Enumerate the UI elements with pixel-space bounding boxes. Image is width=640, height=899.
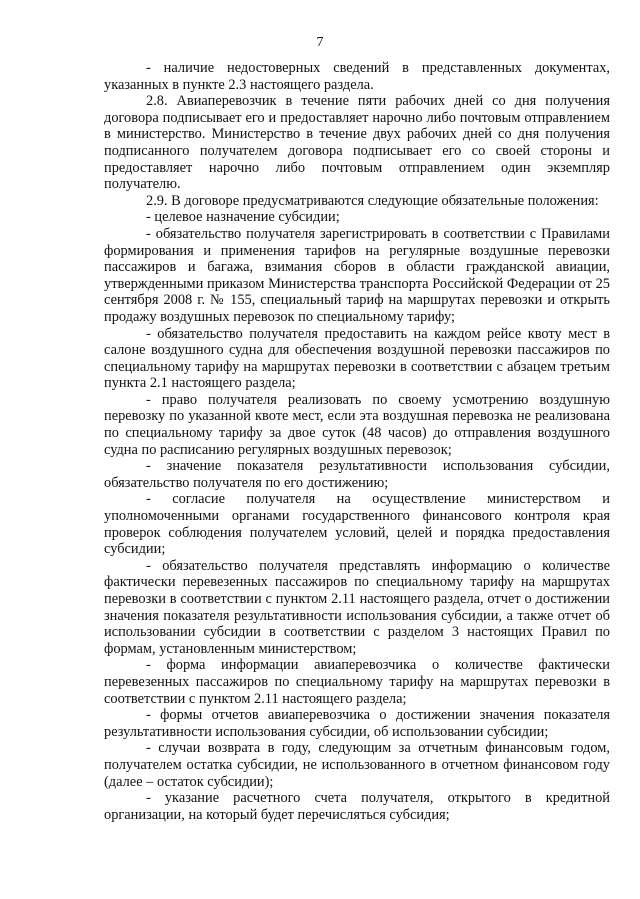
paragraph-p04: - целевое назначение субсидии; (146, 209, 340, 226)
paragraph-p02: 2.8. Авиаперевозчик в течение пяти рабочих дней со дня получения договора подписывает его и предоставляет нарочно либо почтовым отправлением в министерство. Министерство в течение двух рабочих дней со дня получения подписанного получателем договора подписывает его со своей стороны и предоставляет нарочно либо почтовым отправлением один экземпляр получателю. (104, 93, 610, 193)
paragraph-p07: - право получателя реализовать по своему усмотрению воздушную перевозку по указанной квоте мест, если эта воздушная перевозка не реализована по специальному тарифу за двое суток (48 часов) до отправления воздушного судна по расписанию регулярных воздушных перевозок; (104, 391, 610, 458)
paragraph-p13: - случаи возврата в году, следующим за отчетным финансовым годом, получателем остатка субсидии, не использованного в отчетном финансовом году (далее – остаток субсидии); (104, 740, 610, 790)
paragraph-p03: 2.9. В договоре предусматриваются следующие обязательные положения: (146, 192, 599, 209)
paragraph-p08: - значение показателя результативности использования субсидии, обязательство получателя по его достижению; (104, 458, 610, 491)
page-number: 7 (316, 35, 324, 50)
document-body (104, 60, 610, 823)
paragraph-p11: - форма информации авиаперевозчика о количестве фактически перевезенных пассажиров по специальному тарифу на маршрутах перевозки в соответствии с пунктом 2.11 настоящего раздела; (104, 657, 610, 707)
paragraph-p06: - обязательство получателя предоставить на каждом рейсе квоту мест в салоне воздушного судна для обеспечения воздушной перевозки пассажиров по специальному тарифу на маршрутах перевозки в соответствии с абзацем третьим пункта 2.1 настоящего раздела; (104, 325, 610, 392)
paragraph-p01: - наличие недостоверных сведений в представленных документах, указанных в пункте 2.3 настоящего раздела. (104, 60, 610, 93)
paragraph-p12: - формы отчетов авиаперевозчика о достижении значения показателя результативности использования субсидии, об использовании субсидии; (104, 707, 610, 740)
paragraph-p09: - согласие получателя на осуществление министерством и уполномоченными органами государственного финансового контроля края проверок соблюдения получателем условий, целей и порядка предоставления субсидии; (104, 491, 610, 558)
paragraph-p14: - указание расчетного счета получателя, открытого в кредитной организации, на который будет перечисляться субсидия; (104, 790, 610, 823)
paragraph-p10: - обязательство получателя представлять информацию о количестве фактически перевезенных пассажиров по специальному тарифу на маршрутах перевозки в соответствии с пунктом 2.11 настоящего раздела, отчет о достижении значения показателя результативности использования субсидии, а также отчет об использовании субсидии в соответствии с разделом 3 настоящих Правил по формам, установленным министерством; (104, 557, 610, 657)
paragraph-p05: - обязательство получателя зарегистрировать в соответствии с Правилами формирования и применения тарифов на регулярные воздушные перевозки пассажиров и багажа, взимания сборов в области гражданской авиации, утвержденными приказом Министерства транспорта Российской Федерации от 25 сентября 2008 г. № 155, специальный тариф на маршрутах перевозки и открыть продажу воздушных перевозок по специальному тарифу; (104, 225, 610, 325)
